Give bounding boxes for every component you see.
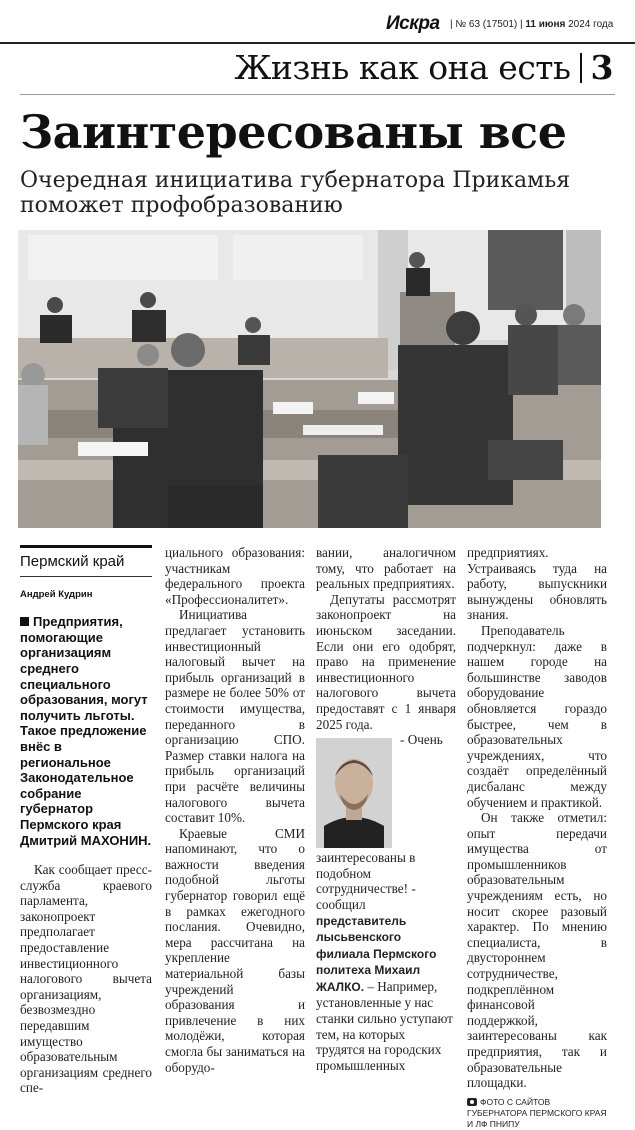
page-number: 3 <box>590 48 613 87</box>
issue-year: 2024 года <box>568 19 614 30</box>
article-column-4 <box>467 545 607 1130</box>
issue-info: | № 63 (17501) | 11 июня 2024 года <box>450 19 614 30</box>
paragraph: циального образования: участникам федерального проекта «Профессионалитет». <box>165 545 305 607</box>
lead-square-icon <box>20 617 29 626</box>
paragraph: Краевые СМИ напоминают, что о важности введения подобной льготы губернатор говорил ещё в рамках ежегодного послания. Очевидно, мера рассчитана на укрепление материальной базы учреждений образования и привлечение в них молодёжи, которая смогла бы заниматься на оборудо- <box>165 825 305 1075</box>
photo-credit-text: ФОТО С САЙТОВ ГУБЕРНАТОРА ПЕРМСКОГО КРАЯ И ЛФ ПНИПУ <box>467 1096 607 1129</box>
section-title: Жизнь как она есть <box>234 48 571 87</box>
article-column-2 <box>165 545 305 1075</box>
newspaper-logo: Искра <box>386 13 440 34</box>
article-column-1 <box>20 545 152 1096</box>
paragraph: предприятиях. Устраиваясь туда на работу, выпускники вынуждены обновлять знания. <box>467 545 607 623</box>
paragraph: Инициатива предлагает установить инвестиционный налоговый вычет на прибыль организаций в размере не более 50% от стоимости имущества, переданного в организацию СПО. Размер ставки налога на прибыль организаций при расчёте величины налогового вычета составит 10%. <box>165 607 305 826</box>
paragraph: вании, аналогичном тому, что работает на реальных предприятиях. <box>316 545 456 592</box>
speaker-name: представитель лысьвенского филиала Пермского политеха Михаил ЖАЛКО. <box>316 913 437 994</box>
speaker-portrait <box>316 738 392 848</box>
issue-date: 11 июня <box>525 19 566 30</box>
meeting-photo-illustration <box>18 230 601 528</box>
article-lead <box>20 614 152 848</box>
photo-credit <box>467 1097 607 1130</box>
article-column-3 <box>316 545 456 1073</box>
section-header <box>234 48 613 87</box>
author-byline: Андрей Кудрин <box>20 588 93 600</box>
article-subhead: Очередная инициатива губернатора Прикамья поможет профобразованию <box>20 168 571 218</box>
camera-icon <box>467 1098 477 1106</box>
paragraph: Он также отметил: опыт передачи имущества от промышленников образовательным учреждениям есть, но носит скорее разовый характер. По мнению специалиста, в двустороннем сотрудничестве, подкреплённом финансовой поддержкой, заинтересованы как предприятия, так и образовательные площадки. <box>467 810 607 1091</box>
region-label: Пермский край <box>20 545 152 577</box>
section-divider <box>580 53 582 83</box>
article-headline: Заинтересованы все <box>20 105 567 159</box>
quote-start: - Очень заинтересованы в подобном сотрудничестве! - сообщил <box>316 732 443 912</box>
meeting-photo <box>18 230 601 528</box>
masthead <box>0 0 635 40</box>
masthead-rule <box>0 42 635 44</box>
issue-number: № 63 (17501) <box>455 19 518 30</box>
paragraph: Депутаты рассмотрят законопроект на июньском заседании. Если они его одобрят, право на применение инвестиционного налогового вычета предоставят с 1 января 2025 года. <box>316 591 456 732</box>
paragraph: Преподаватель подчеркнул: даже в нашем городе на большинстве заводов оборудование обновляется гораздо быстрее, чем в образовательных учреждениях, что создаёт определённый дисбаланс между обучением и практикой. <box>467 622 607 810</box>
quote-speaker-line <box>316 913 456 1074</box>
portrait-illustration <box>316 738 392 848</box>
lead-text: Предприятия, помогающие организациям среднего специального образования, могут получить льготы. Такое предложение внёс в региональное Законодательное собрание губернатор Пермского края Дмитрий МАХОНИН. <box>20 614 152 848</box>
section-rule <box>20 94 615 95</box>
paragraph: Как сообщает пресс-служба краевого парламента, законопроект предполагает предоставление инвестиционного налогового вычета организациям, безвозмездно передавшим имущество образовательным организациям среднего спе- <box>20 862 152 1096</box>
quote-continuation: – Например, установленные у нас станки сильно уступают тем, на которых трудятся на городских промышленных <box>316 978 453 1073</box>
